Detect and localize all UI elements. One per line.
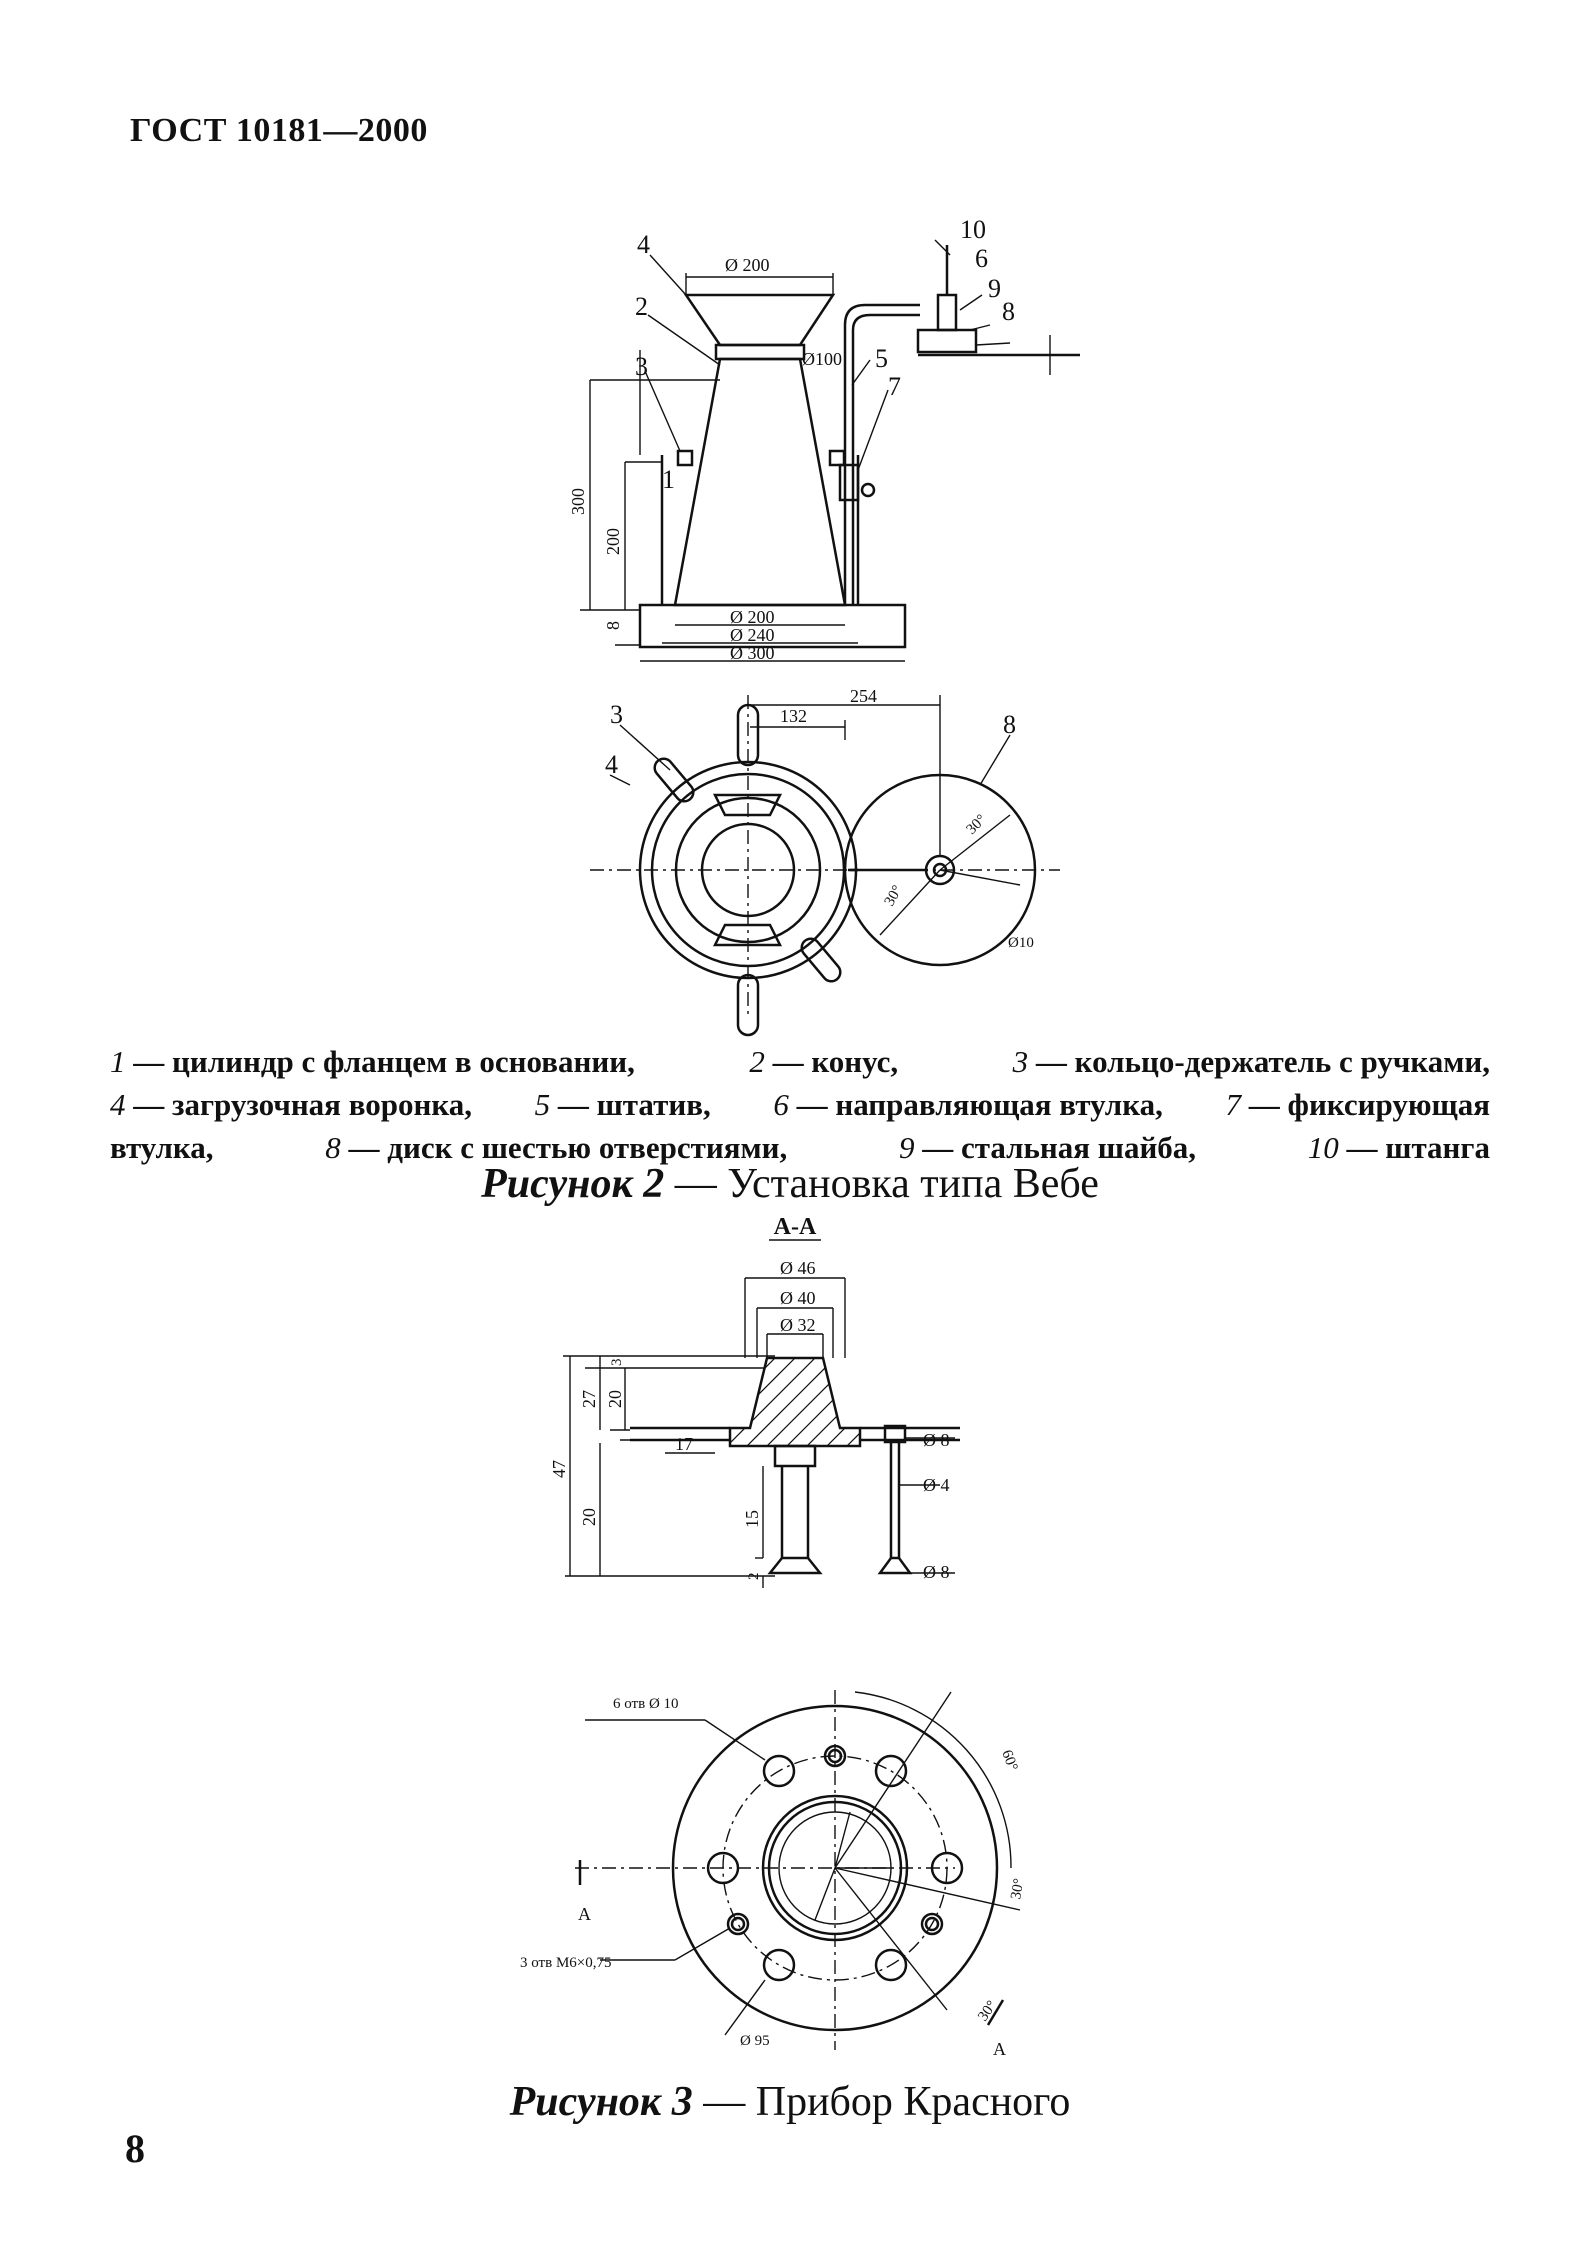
part-label-5: 5 bbox=[875, 344, 888, 373]
legend-num: 6 bbox=[773, 1087, 789, 1122]
legend-line-2 bbox=[110, 1083, 1490, 1126]
dim-30deg-a: 30° bbox=[963, 811, 990, 838]
part-label-1: 1 bbox=[662, 465, 675, 494]
dim-132: 132 bbox=[780, 706, 807, 726]
figure3-caption-label: Рисунок 3 bbox=[509, 2079, 693, 2125]
dim-d8-top: Ø 8 bbox=[923, 1430, 950, 1450]
legend-text: — цилиндр с фланцем в основании, bbox=[125, 1044, 635, 1079]
angle-30a: 30° bbox=[1008, 1877, 1028, 1901]
legend-num: 10 bbox=[1307, 1130, 1339, 1165]
dim-h20a: 20 bbox=[605, 1390, 625, 1408]
dim-h300: 300 bbox=[568, 488, 588, 515]
legend-text: — направляющая втулка, bbox=[788, 1087, 1163, 1122]
legend-text: — диск с шестью отверстиями, bbox=[340, 1130, 788, 1165]
legend-num: 5 bbox=[534, 1087, 551, 1122]
angle-60: 60° bbox=[998, 1747, 1021, 1774]
dim-d4: Ø 4 bbox=[923, 1475, 950, 1495]
angle-30b: 30° bbox=[975, 1997, 1001, 2025]
dim-h200: 200 bbox=[603, 528, 623, 555]
dim-h47: 47 bbox=[549, 1460, 569, 1478]
legend-num: 9 bbox=[898, 1130, 915, 1165]
legend-text: втулка, bbox=[110, 1130, 214, 1165]
dim-h8: 8 bbox=[603, 621, 623, 630]
figure2-caption-label: Рисунок 2 bbox=[481, 1161, 665, 1207]
doc-header: ГОСТ 10181—2000 bbox=[130, 112, 428, 149]
dim-d8-bottom: Ø 8 bbox=[923, 1562, 950, 1582]
legend-num: 1 bbox=[110, 1044, 126, 1079]
legend-text: — конус, bbox=[764, 1044, 899, 1079]
dim-h27: 27 bbox=[579, 1390, 599, 1408]
legend-text: — штанга bbox=[1338, 1130, 1490, 1165]
legend-text: — штатив, bbox=[550, 1087, 711, 1122]
figure3-plan-view bbox=[515, 1670, 1075, 2080]
legend-text: — фиксирующая bbox=[1241, 1087, 1490, 1122]
figure2-caption-text: — Установка типа Вебе bbox=[664, 1161, 1099, 1207]
dim-d32: Ø 32 bbox=[780, 1315, 816, 1335]
dim-d300: Ø 300 bbox=[730, 643, 775, 663]
section-label: А-А bbox=[773, 1214, 817, 1240]
dim-h3: 3 bbox=[609, 1358, 625, 1366]
dim-d10: Ø10 bbox=[1008, 935, 1034, 951]
figure3-section bbox=[545, 1208, 1045, 1618]
legend-num: 3 bbox=[1012, 1044, 1029, 1079]
figure3-caption-text: — Прибор Красного bbox=[692, 2079, 1071, 2125]
dim-d240: Ø 240 bbox=[730, 625, 775, 645]
page-number: 8 bbox=[125, 2126, 145, 2171]
legend-text: — загрузочная воронка, bbox=[125, 1087, 472, 1122]
legend-text: — стальная шайба, bbox=[914, 1130, 1197, 1165]
dim-h15: 15 bbox=[742, 1510, 762, 1528]
legend-num: 7 bbox=[1225, 1087, 1241, 1122]
cut-a-right: А bbox=[993, 2039, 1006, 2059]
legend-num: 2 bbox=[749, 1044, 765, 1079]
threads-note: 3 отв М6×0,75 bbox=[520, 1955, 612, 1971]
plan-label-4: 4 bbox=[605, 750, 618, 779]
part-label-6: 6 bbox=[975, 244, 988, 273]
dim-d200-top: Ø 200 bbox=[725, 255, 770, 275]
plan-label-3: 3 bbox=[610, 700, 623, 729]
plan-label-8: 8 bbox=[1003, 710, 1016, 739]
dim-254: 254 bbox=[850, 686, 877, 706]
legend-line-1 bbox=[110, 1040, 1490, 1083]
holes-note: 6 отв Ø 10 bbox=[613, 1696, 679, 1712]
part-label-9: 9 bbox=[988, 274, 1001, 303]
legend-num: 4 bbox=[110, 1087, 126, 1122]
legend-text: — кольцо-держатель с ручками, bbox=[1028, 1044, 1490, 1079]
part-label-8: 8 bbox=[1002, 297, 1015, 326]
figure2-caption bbox=[340, 1160, 1240, 1208]
dim-h20b: 20 bbox=[579, 1508, 599, 1526]
dim-30deg-b: 30° bbox=[881, 882, 906, 909]
part-label-4: 4 bbox=[637, 230, 650, 259]
part-label-3: 3 bbox=[635, 352, 648, 381]
figure3-caption bbox=[340, 2078, 1240, 2126]
dim-d100: Ø100 bbox=[802, 349, 842, 369]
dim-d200-base: Ø 200 bbox=[730, 607, 775, 627]
part-label-2: 2 bbox=[635, 292, 648, 321]
dim-17: 17 bbox=[675, 1434, 693, 1454]
figure2-plan-view bbox=[580, 685, 1090, 1025]
dim-h2: 2 bbox=[746, 1572, 762, 1580]
part-label-10: 10 bbox=[960, 215, 986, 244]
dim-d46: Ø 46 bbox=[780, 1258, 816, 1278]
cut-a-left: А bbox=[578, 1904, 591, 1924]
figure2-legend bbox=[110, 1040, 1490, 1169]
figure2-side-view bbox=[540, 215, 1080, 695]
part-label-7: 7 bbox=[888, 372, 901, 401]
dim-d40: Ø 40 bbox=[780, 1288, 816, 1308]
legend-num: 8 bbox=[325, 1130, 341, 1165]
dim-d95: Ø 95 bbox=[740, 2033, 770, 2049]
